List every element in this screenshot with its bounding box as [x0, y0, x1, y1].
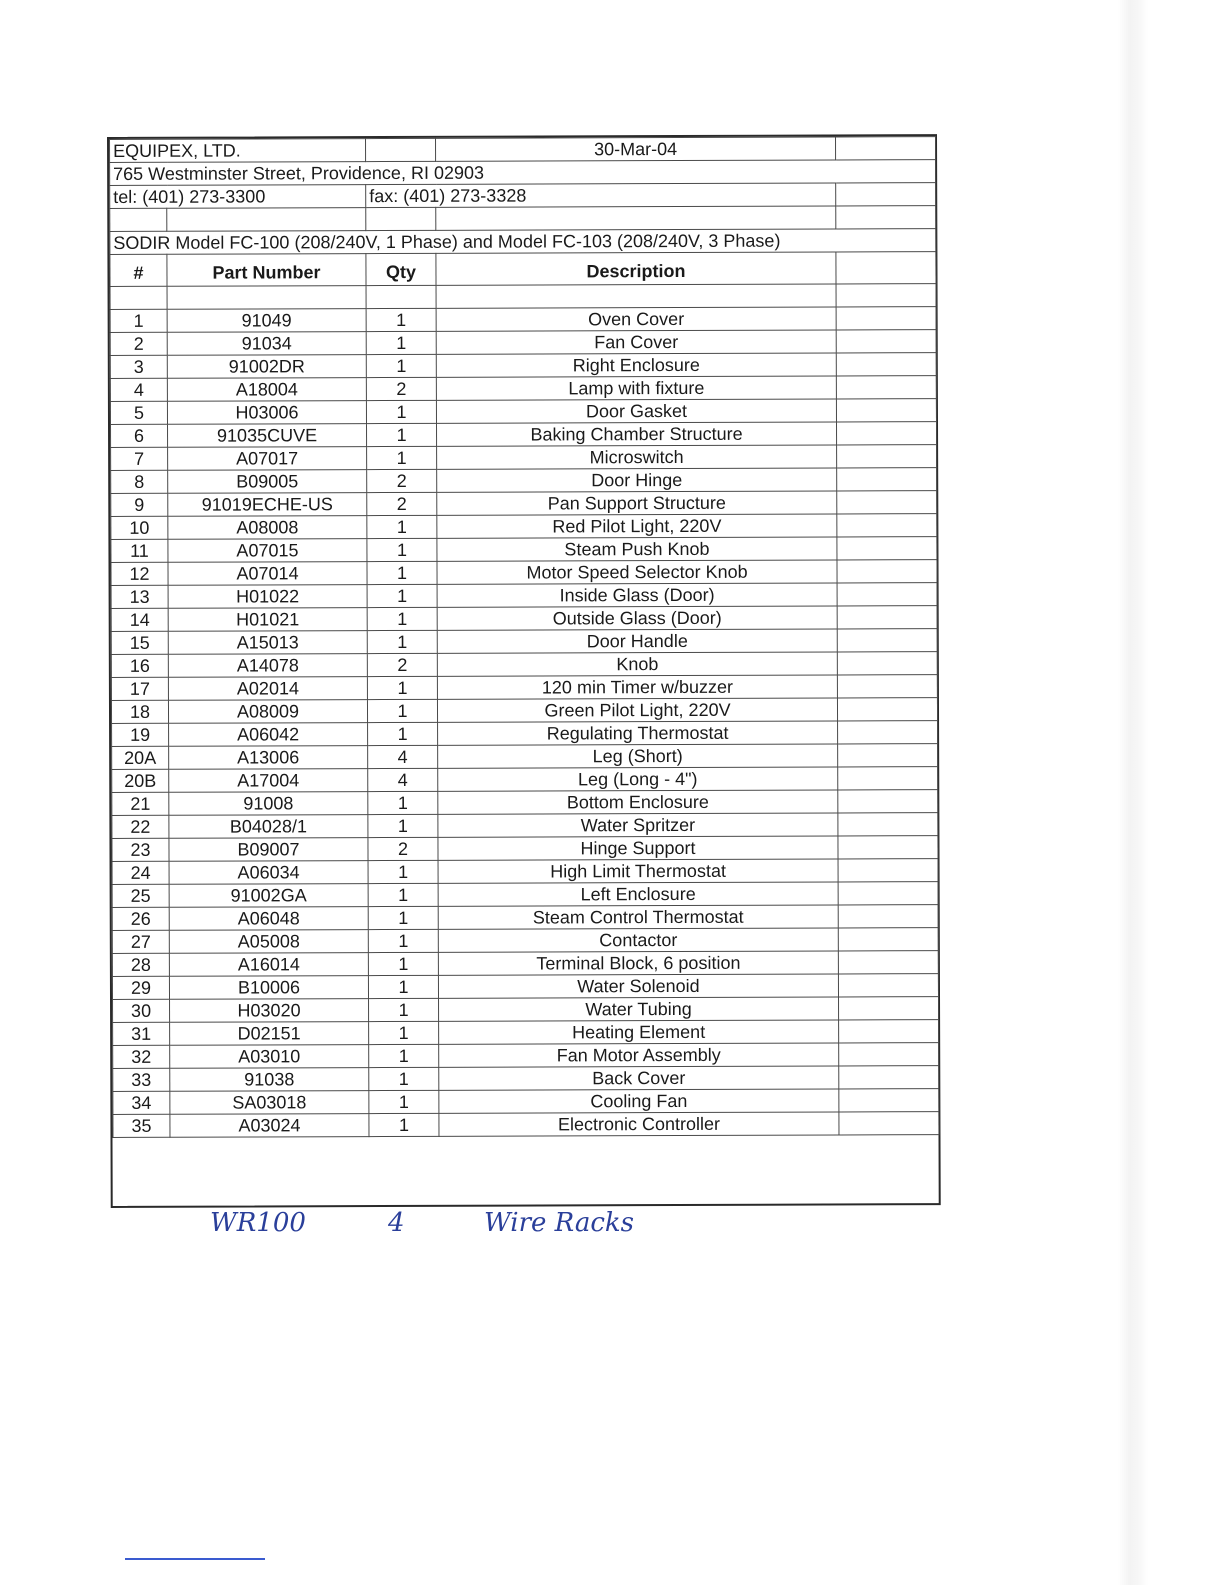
table-row [111, 422, 937, 448]
part-qty: 1 [369, 1090, 439, 1113]
part-index: 12 [111, 562, 168, 585]
part-index: 24 [112, 861, 169, 884]
part-index: 7 [111, 447, 168, 470]
part-description: Pan Support Structure [437, 491, 837, 515]
part-description: Outside Glass (Door) [437, 606, 837, 630]
fax: fax: (401) 273-3328 [366, 183, 836, 208]
table-row [113, 1043, 939, 1069]
part-index: 18 [111, 700, 168, 723]
part-number: 91035CUVE [168, 424, 367, 448]
address-row [110, 160, 936, 186]
table-row [112, 767, 938, 793]
part-index: 27 [112, 930, 169, 953]
part-index: 23 [112, 838, 169, 861]
part-number: 91019ECHE-US [168, 493, 367, 517]
part-qty: 1 [367, 515, 437, 538]
company-row [110, 137, 936, 163]
part-qty: 1 [369, 998, 439, 1021]
part-index: 35 [113, 1114, 170, 1137]
table-row [110, 376, 936, 402]
part-index: 31 [113, 1022, 170, 1045]
part-number: B04028/1 [169, 815, 368, 839]
part-qty: 2 [367, 653, 437, 676]
part-index: 13 [111, 585, 168, 608]
part-qty: 2 [367, 469, 437, 492]
table-row [112, 951, 938, 977]
part-number: 91034 [167, 332, 366, 356]
table-row [112, 882, 938, 908]
model-row [110, 229, 936, 255]
part-number: A06042 [169, 723, 368, 747]
part-number: A06048 [169, 907, 368, 931]
part-number: H03020 [170, 999, 369, 1023]
part-number: 91002DR [167, 355, 366, 379]
part-number: 91049 [167, 309, 366, 333]
table-row [111, 629, 937, 655]
part-qty: 1 [367, 561, 437, 584]
table-row [112, 905, 938, 931]
table-row [112, 836, 938, 862]
part-description: Right Enclosure [436, 353, 836, 377]
scan-edge-shadow [1118, 0, 1148, 1585]
table-row [112, 859, 938, 885]
part-index: 11 [111, 539, 168, 562]
part-description: Motor Speed Selector Knob [437, 560, 837, 584]
part-number: A07017 [168, 447, 367, 471]
part-qty: 1 [367, 584, 437, 607]
part-qty: 2 [367, 492, 437, 515]
part-description: Left Enclosure [438, 882, 838, 906]
part-number: H01021 [168, 608, 367, 632]
part-number: A03024 [170, 1114, 369, 1138]
part-qty: 1 [368, 814, 438, 837]
part-index: 4 [110, 378, 167, 401]
part-qty: 1 [369, 1113, 439, 1136]
part-qty: 1 [368, 791, 438, 814]
part-qty: 1 [368, 883, 438, 906]
part-description: Fan Cover [436, 330, 836, 354]
part-qty: 1 [367, 699, 437, 722]
part-qty: 1 [366, 400, 436, 423]
part-description: Door Gasket [436, 399, 836, 423]
part-qty: 1 [368, 952, 438, 975]
table-row [111, 468, 937, 494]
table-row [110, 330, 936, 356]
part-description: Red Pilot Light, 220V [437, 514, 837, 538]
part-description: Lamp with fixture [436, 376, 836, 400]
company-address: 765 Westminster Street, Providence, RI 02903 [110, 160, 836, 186]
part-index: 25 [112, 884, 169, 907]
table-row [110, 307, 936, 333]
handwritten-part-number: WR100 [210, 1208, 306, 1238]
part-description: Inside Glass (Door) [437, 583, 837, 607]
part-description: Microswitch [437, 445, 837, 469]
part-qty: 1 [366, 354, 436, 377]
table-row [110, 399, 936, 425]
part-index: 14 [111, 608, 168, 631]
part-description: Door Hinge [437, 468, 837, 492]
part-number: A05008 [169, 930, 368, 954]
model-title: SODIR Model FC-100 (208/240V, 1 Phase) and Model FC-103 (208/240V, 3 Phase) [110, 229, 936, 255]
part-number: A02014 [168, 677, 367, 701]
part-number: SA03018 [170, 1091, 369, 1115]
part-number: A08008 [168, 516, 367, 540]
part-qty: 4 [368, 745, 438, 768]
part-index: 16 [111, 654, 168, 677]
contact-row [110, 183, 936, 209]
part-index: 28 [112, 953, 169, 976]
part-number: H01022 [168, 585, 367, 609]
part-index: 26 [112, 907, 169, 930]
part-description: Water Solenoid [438, 974, 838, 998]
part-number: A03010 [170, 1045, 369, 1069]
part-description: Electronic Controller [439, 1112, 839, 1136]
spacer-row [110, 284, 936, 310]
table-row [111, 537, 937, 563]
part-number: 91008 [169, 792, 368, 816]
part-description: Regulating Thermostat [438, 721, 838, 745]
col-header-number: # [110, 254, 167, 286]
part-index: 10 [111, 516, 168, 539]
part-qty: 1 [367, 630, 437, 653]
part-description: 120 min Timer w/buzzer [437, 675, 837, 699]
part-index: 32 [113, 1045, 170, 1068]
handwritten-qty: 4 [388, 1208, 405, 1238]
part-index: 8 [111, 470, 168, 493]
part-description: Heating Element [439, 1020, 839, 1044]
table-row [112, 790, 938, 816]
part-number: A16014 [169, 953, 368, 977]
part-description: Knob [437, 652, 837, 676]
table-row [113, 1089, 939, 1115]
part-number: A07015 [168, 539, 367, 563]
part-description: Steam Control Thermostat [438, 905, 838, 929]
part-description: Water Spritzer [438, 813, 838, 837]
part-qty: 1 [368, 860, 438, 883]
table-row [111, 652, 937, 678]
part-index: 5 [110, 401, 167, 424]
part-description: Bottom Enclosure [438, 790, 838, 814]
part-number: A17004 [169, 769, 368, 793]
table-row [112, 928, 938, 954]
part-number: H03006 [167, 401, 366, 425]
part-qty: 1 [369, 1044, 439, 1067]
table-row [111, 491, 937, 517]
part-qty: 1 [367, 607, 437, 630]
part-description: Water Tubing [439, 997, 839, 1021]
part-number: D02151 [170, 1022, 369, 1046]
part-index: 20A [112, 746, 169, 769]
part-description: Steam Push Knob [437, 537, 837, 561]
part-description: Leg (Short) [438, 744, 838, 768]
part-index: 29 [112, 976, 169, 999]
part-number: A14078 [168, 654, 367, 678]
table-row [113, 1066, 939, 1092]
table-row [111, 583, 937, 609]
part-number: B10006 [169, 976, 368, 1000]
table-row [112, 813, 938, 839]
part-qty: 1 [369, 1021, 439, 1044]
part-description: Oven Cover [436, 307, 836, 331]
table-row [110, 353, 936, 379]
part-index: 20B [112, 769, 169, 792]
part-description: Baking Chamber Structure [437, 422, 837, 446]
part-number: A15013 [168, 631, 367, 655]
part-number: A13006 [169, 746, 368, 770]
table-row [111, 560, 937, 586]
handwritten-description: Wire Racks [484, 1208, 634, 1238]
footer-rule [125, 1558, 265, 1560]
table-row [112, 721, 938, 747]
part-qty: 2 [368, 837, 438, 860]
part-index: 22 [112, 815, 169, 838]
part-index: 15 [111, 631, 168, 654]
part-description: Hinge Support [438, 836, 838, 860]
part-description: Cooling Fan [439, 1089, 839, 1113]
part-qty: 1 [367, 676, 437, 699]
part-description: Leg (Long - 4") [438, 767, 838, 791]
part-qty: 1 [366, 331, 436, 354]
table-row [111, 445, 937, 471]
part-index: 34 [113, 1091, 170, 1114]
part-number: 91038 [170, 1068, 369, 1092]
part-index: 2 [110, 332, 167, 355]
part-number: 91002GA [169, 884, 368, 908]
part-index: 33 [113, 1068, 170, 1091]
table-row [111, 606, 937, 632]
part-qty: 1 [368, 722, 438, 745]
part-qty: 1 [369, 1067, 439, 1090]
part-description: High Limit Thermostat [438, 859, 838, 883]
table-row [112, 744, 938, 770]
part-qty: 1 [368, 929, 438, 952]
part-description: Green Pilot Light, 220V [437, 698, 837, 722]
column-header-row [110, 252, 936, 287]
part-description: Terminal Block, 6 position [438, 951, 838, 975]
table-row [113, 1020, 939, 1046]
part-index: 17 [111, 677, 168, 700]
part-index: 3 [110, 355, 167, 378]
part-qty: 2 [366, 377, 436, 400]
table-row [112, 974, 938, 1000]
col-header-qty: Qty [366, 253, 436, 285]
part-qty: 1 [368, 975, 438, 998]
part-qty: 1 [367, 446, 437, 469]
part-description: Back Cover [439, 1066, 839, 1090]
part-qty: 1 [368, 906, 438, 929]
part-number: B09007 [169, 838, 368, 862]
telephone: tel: (401) 273-3300 [110, 185, 366, 209]
part-index: 6 [111, 424, 168, 447]
table-row [111, 514, 937, 540]
part-description: Fan Motor Assembly [439, 1043, 839, 1067]
col-header-description: Description [436, 252, 836, 285]
part-qty: 4 [368, 768, 438, 791]
table-row [111, 698, 937, 724]
table-row [111, 675, 937, 701]
part-number: B09005 [168, 470, 367, 494]
part-number: A06034 [169, 861, 368, 885]
part-number: A07014 [168, 562, 367, 586]
part-index: 9 [111, 493, 168, 516]
part-qty: 1 [367, 423, 437, 446]
part-index: 19 [112, 723, 169, 746]
parts-table [109, 136, 939, 1138]
part-index: 30 [113, 999, 170, 1022]
part-number: A08009 [168, 700, 367, 724]
part-index: 1 [110, 309, 167, 332]
part-description: Door Handle [437, 629, 837, 653]
part-number: A18004 [167, 378, 366, 402]
table-row [113, 1112, 939, 1138]
part-qty: 1 [367, 538, 437, 561]
parts-list-sheet [107, 134, 941, 1208]
table-row [113, 997, 939, 1023]
company-name: EQUIPEX, LTD. [110, 139, 366, 163]
part-index: 21 [112, 792, 169, 815]
document-date: 30-Mar-04 [436, 137, 836, 161]
part-qty: 1 [366, 308, 436, 331]
spacer-row [110, 206, 936, 232]
col-header-part-number: Part Number [167, 254, 366, 287]
part-description: Contactor [438, 928, 838, 952]
